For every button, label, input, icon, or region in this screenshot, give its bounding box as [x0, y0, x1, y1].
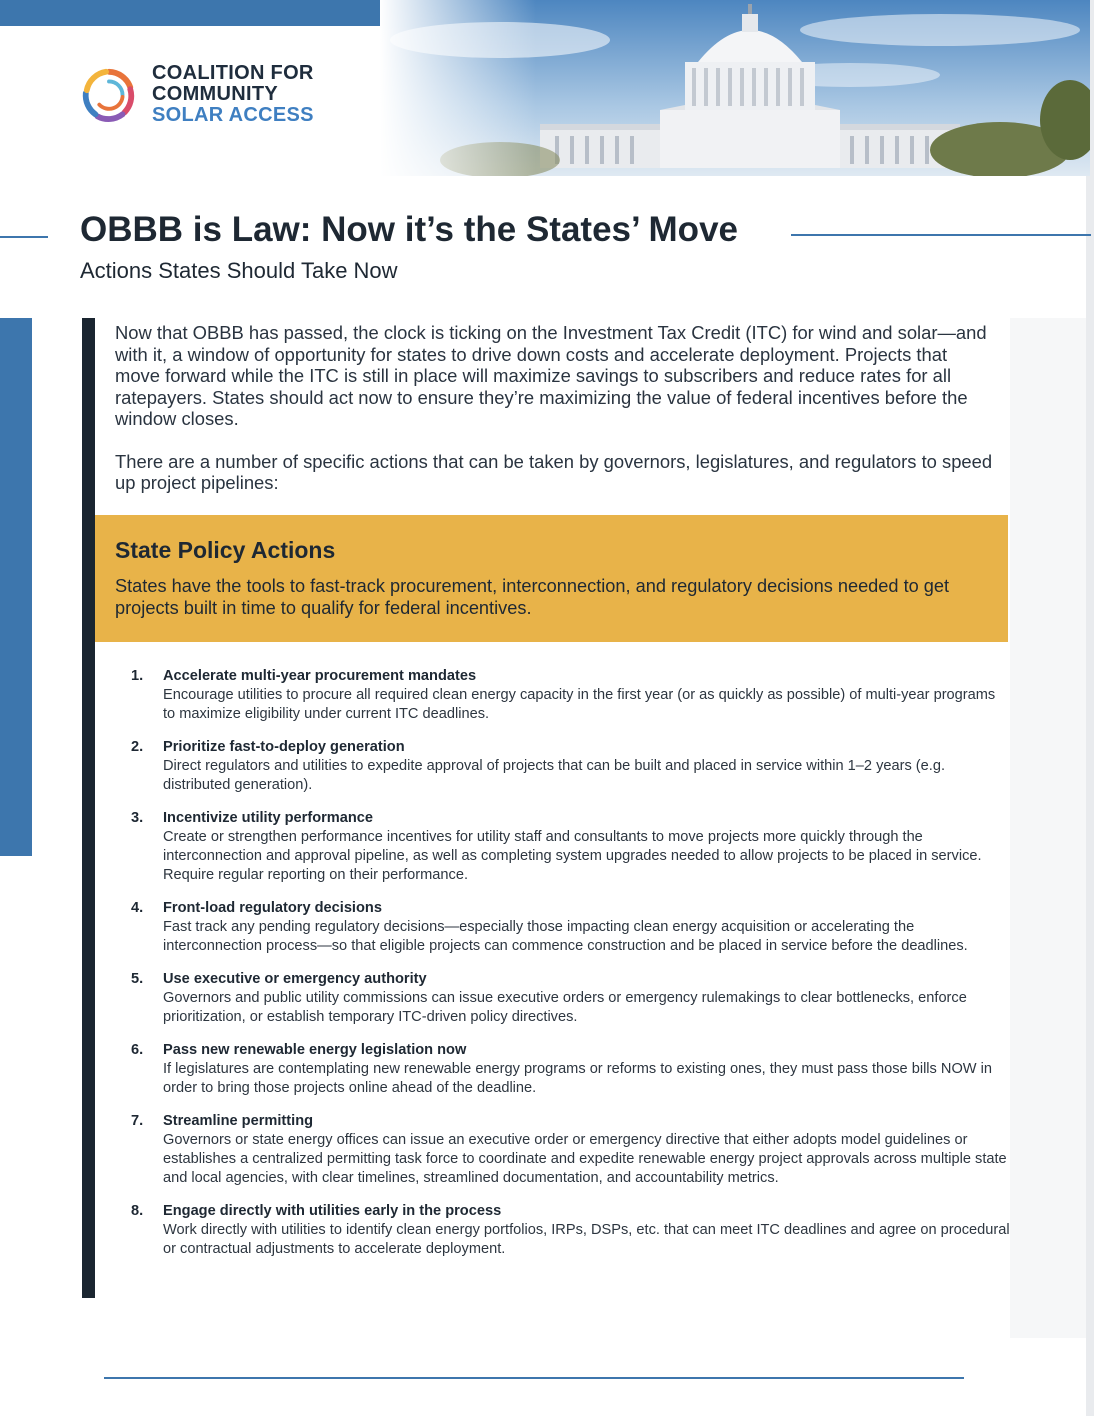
action-item — [131, 970, 1011, 1027]
callout-heading: State Policy Actions — [115, 537, 336, 563]
logo-line-1: COALITION FOR — [152, 62, 314, 84]
action-title: Incentivize utility performance — [163, 810, 374, 826]
action-title: Use executive or emergency authority — [163, 971, 427, 987]
action-title: Engage directly with utilities early in the process — [163, 1203, 502, 1219]
dark-vertical-bar — [82, 318, 95, 1298]
logo-swirl-icon — [80, 66, 138, 124]
page-title: OBBB is Law: Now it’s the States’ Move — [80, 210, 738, 249]
grey-side-strip — [1010, 318, 1086, 1338]
action-number: 1. — [131, 668, 144, 684]
logo-line-3: SOLAR ACCESS — [152, 104, 314, 126]
actions-list — [131, 667, 1011, 1273]
intro-text — [115, 322, 995, 515]
action-number: 2. — [131, 739, 144, 755]
title-rule-left — [0, 236, 48, 238]
action-body: Governors or state energy offices can issue an executive order or emergency directive that either adopts model guidelines or establishes a centralized permitting task force to coordinate and expedite renewable energy project approvals across multiple state and local agencies, with clear timelines, streamlined documentation, and accountability metrics. — [163, 1132, 1007, 1186]
action-body: Governors and public utility commissions can issue executive orders or emergency rulemakings to clear bottlenecks, enforce prioritization, or establish temporary ITC-driven policy directives. — [163, 990, 967, 1025]
action-number: 4. — [131, 900, 144, 916]
action-item — [131, 899, 1011, 956]
action-title: Pass new renewable energy legislation now — [163, 1042, 467, 1058]
action-body: Create or strengthen performance incentives for utility staff and consultants to move projects more quickly through the interconnection and approval pipeline, as well as completing system upgrades needed to allow projects to be placed in service. Require regular reporting on their performance. — [163, 829, 982, 883]
action-item — [131, 1202, 1011, 1259]
action-title: Front-load regulatory decisions — [163, 900, 382, 916]
capitol-header-image — [380, 0, 1090, 176]
action-title: Accelerate multi-year procurement mandates — [163, 668, 477, 684]
blue-side-accent — [0, 318, 32, 856]
callout-text: States have the tools to fast-track procurement, interconnection, and regulatory decisions needed to get projects built in time to qualify for federal incentives. — [115, 576, 950, 618]
action-item — [131, 1112, 1011, 1188]
logo-line-2: COMMUNITY — [152, 83, 279, 105]
action-item — [131, 667, 1011, 724]
action-number: 7. — [131, 1113, 144, 1129]
action-number: 6. — [131, 1042, 144, 1058]
action-body: Work directly with utilities to identify clean energy portfolios, IRPs, DSPs, etc. that can meet ITC deadlines and agree on procedural or contractual adjustments to accelerate deployment. — [163, 1222, 1010, 1257]
action-title: Prioritize fast-to-deploy generation — [163, 739, 405, 755]
state-policy-callout — [95, 515, 1008, 642]
action-item — [131, 738, 1011, 795]
page-edge — [1086, 0, 1094, 1416]
action-body: If legislatures are contemplating new renewable energy programs or reforms to existing ones, they must pass those bills NOW in order to bring those projects online ahead of the deadline. — [163, 1061, 992, 1096]
page-subtitle: Actions States Should Take Now — [80, 258, 398, 283]
action-number: 3. — [131, 810, 144, 826]
action-item — [131, 809, 1011, 885]
action-body: Fast track any pending regulatory decisions—especially those impacting clean energy acquisition or accelerating the interconnection process—so that eligible projects can commence construction and be placed in service before the deadlines. — [163, 919, 968, 954]
intro-paragraph-2: There are a number of specific actions that can be taken by governors, legislatures, and regulators to speed up project pipelines: — [115, 450, 993, 493]
action-number: 5. — [131, 971, 144, 987]
action-number: 8. — [131, 1203, 144, 1219]
intro-paragraph-1: Now that OBBB has passed, the clock is ticking on the Investment Tax Credit (ITC) for wind and solar—and with it, a window of opportunity for states to drive down costs and accelerate deployment. Projects that move forward while the ITC is still in place will maximize savings to subscribers and reduce rates for all ratepayers. States should act now to ensure they’re maximizing the value of federal incentives before the window closes. — [115, 322, 987, 429]
logo — [80, 63, 314, 126]
action-item — [131, 1041, 1011, 1098]
action-body: Direct regulators and utilities to expedite approval of projects that can be built and placed in service within 1–2 years (e.g. distributed generation). — [163, 758, 946, 793]
action-body: Encourage utilities to procure all required clean energy capacity in the first year (or as quickly as possible) of multi-year programs to maximize eligibility under current ITC deadlines. — [163, 687, 996, 722]
action-title: Streamline permitting — [163, 1113, 314, 1129]
title-rule-right — [791, 234, 1091, 236]
bottom-rule — [104, 1377, 964, 1379]
